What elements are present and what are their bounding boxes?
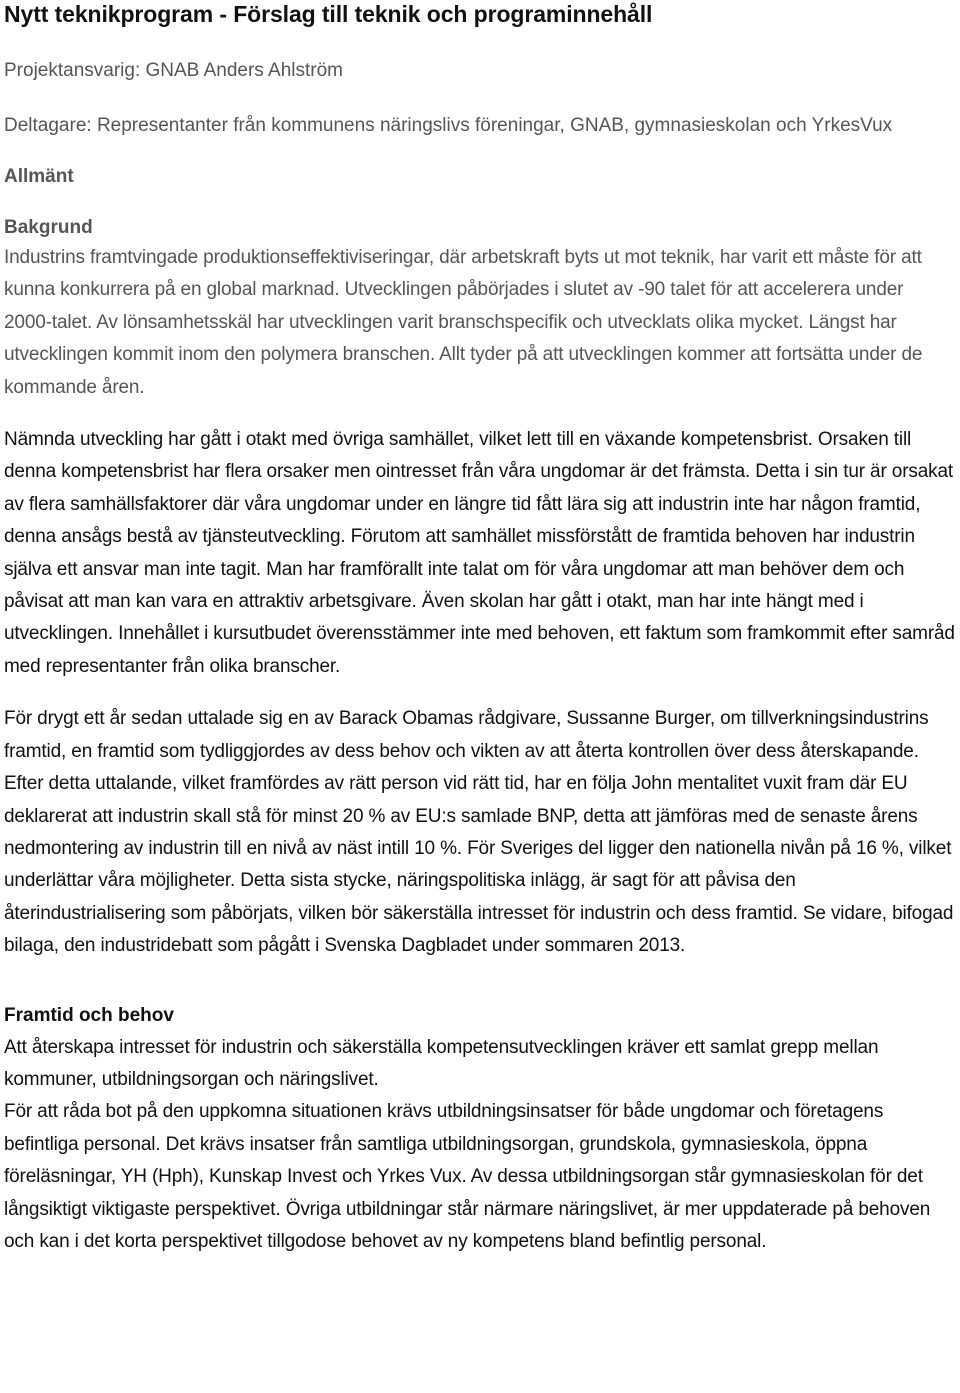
participants: Deltagare: Representanter från kommunens näringslivs föreningar, GNAB, gymnasieskolan och YrkesVux xyxy=(4,115,893,136)
future-paragraph: För att råda bot på den uppkomna situationen krävs utbildningsinsatser för både ungdomar och företagens befintliga personal. Det krävs insatser från samtliga utbildningsorgan, grundskola, gymnasieskola, öppna föreläsningar, YH (Hph), Kunskap Invest och Yrkes Vux. Av dessa utbildningsorgan står gymnasieskolan för det långsiktigt viktigaste perspektivet. Övriga utbildningar står närmare näringslivet, är mer uppdaterade på behoven och kan i det korta perspektivet tillgodose behovet av ny kompetens bland befintlig personal. xyxy=(4,1101,931,1252)
project-owner: Projektansvarig: GNAB Anders Ahlström xyxy=(4,60,343,81)
background-paragraph: Nämnda utveckling har gått i otakt med övriga samhället, vilket lett till en växande kompetensbrist. Orsaken till denna kompetensbrist har flera orsaker men ointresset från våra ungdomar är det främsta. Detta i sin tur är orsakat av flera samhällsfaktorer där våra ungdomar under en längre tid fått lära sig att industrin inte har någon framtid, denna ansågs bestå av tjänsteutveckling. Förutom att samhället missförstått de framtida behoven har industrin själva ett ansvar man inte tagit. Man har framförallt inte talat om för våra ungdomar att man behöver dem och påvisat att man kan vara en attraktiv arbetsgivare. Även skolan har gått i otakt, man har inte hängt med i utvecklingen. Innehållet i kursutbudet överensstämmer inte med behoven, ett faktum som framkommit efter samråd med representanter från olika branscher. xyxy=(4,429,955,677)
background-paragraph: För drygt ett år sedan uttalade sig en av Barack Obamas rådgivare, Sussanne Burger, om tillverkningsindustrins framtid, en framtid som tydliggjordes av dess behov och vikten av att återta kontrollen över dess återskapande. Efter detta uttalande, vilket framfördes av rätt person vid rätt tid, har en följa John mentalitet vuxit fram där EU deklarerat att industrin skall stå för minst 20 % av EU:s samlade BNP, detta att jämföras med de senaste årens nedmontering av industrin till en nivå av näst intill 10 %. För Sveriges del ligger den nationella nivån på 16 %, vilket underlättar våra möjligheter. Detta sista stycke, näringspolitiska inlägg, är sagt för att påvisa den återindustrialisering som påbörjats, vilken bör säkerställa intresset för industrin och dess framtid. Se vidare, bifogad bilaga, den industridebatt som pågått i Svenska Dagbladet under sommaren 2013. xyxy=(4,708,954,957)
future-paragraph: Att återskapa intresset för industrin och säkerställa kompetensutvecklingen kräver ett samlat grepp mellan kommuner, utbildningsorgan och näringslivet. xyxy=(4,1036,879,1090)
document-title: Nytt teknikprogram - Förslag till teknik och programinnehåll xyxy=(4,1,653,27)
background-paragraph: Industrins framtvingade produktionseffektiviseringar, där arbetskraft byts ut mot teknik, har varit ett måste för att kunna konkurrera på en global marknad. Utvecklingen påbörjades i slutet av -90 talet för att accelerera under 2000-talet. Av lönsamhetsskäl har utvecklingen varit branschspecifik och utvecklats olika mycket. Längst har utvecklingen kommit inom den polymera branschen. Allt tyder på att utvecklingen kommer att fortsätta under de kommande åren. xyxy=(4,247,923,398)
section-heading-future: Framtid och behov xyxy=(4,1004,174,1026)
section-heading-background: Bakgrund xyxy=(4,217,93,238)
section-heading-general: Allmänt xyxy=(4,166,74,187)
